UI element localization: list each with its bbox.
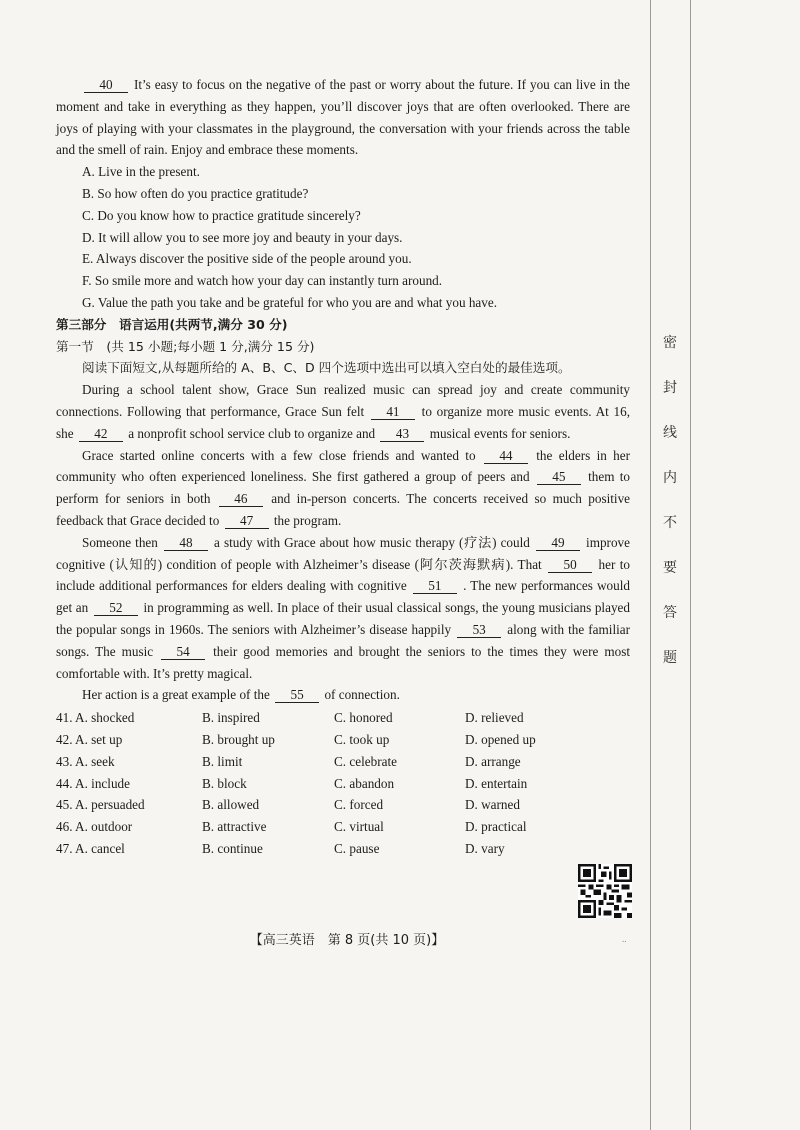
cloze-text: them to perform for seniors in both (56, 469, 631, 507)
blank-48: 48 (164, 535, 208, 551)
choice-row-47 (56, 838, 630, 860)
blank-50: 50 (548, 557, 592, 573)
cloze-text: along with the familiar songs. The music (56, 621, 631, 659)
choice-a: 47. A. cancel (56, 840, 125, 856)
choice-c: C. forced (334, 797, 384, 813)
blank-49: 49 (536, 535, 580, 551)
choice-d: D. relieved (465, 710, 524, 726)
binding-char: 答 (663, 605, 677, 621)
section-heading: 第三部分 语言运用(共两节,满分 30 分) (56, 316, 288, 332)
stray-marks: .. (622, 934, 627, 944)
option-g: G. Value the path you take and be grateful for who you are and what you have. (82, 294, 498, 310)
choice-row-46 (56, 816, 630, 838)
cloze-text: in programming as well. In place of their usual classical songs, the young musicians played the popular songs in 1960s. The seniors with Alzheimer’s disease happily (56, 600, 630, 637)
blank-43: 43 (380, 426, 424, 442)
choice-b: B. continue (202, 840, 263, 856)
cloze-text: their good memories and brought the seniors to the times they were most comfortable with. It’s pretty magical. (56, 643, 631, 681)
binding-char: 线 (663, 425, 677, 441)
cloze-text: Grace started online concerts with a few close friends and wanted to (82, 447, 476, 463)
choice-a: 43. A. seek (56, 753, 115, 769)
choice-d: D. arrange (465, 753, 521, 769)
choice-b: B. allowed (202, 797, 260, 813)
page-footer: 【高三英语 第 8 页(共 10 页)】 (249, 933, 445, 948)
binding-char: 题 (663, 650, 677, 666)
cloze-text: During a school talent show, Grace Sun realized music can spread joy and create community connections. Following that performance, Grace Sun felt (56, 382, 630, 419)
choice-a: 42. A. set up (56, 731, 123, 747)
passage-final-paragraph (56, 74, 630, 161)
cloze-paragraph (56, 532, 630, 685)
choice-table (56, 707, 630, 860)
cloze-text: the program. (273, 512, 342, 528)
choice-b: B. brought up (202, 731, 275, 747)
choice-a: 45. A. persuaded (56, 797, 145, 813)
choice-d: D. opened up (465, 731, 536, 747)
cloze-text: her to include additional performances for elders dealing with cognitive (56, 556, 630, 594)
blank-55: 55 (275, 687, 319, 703)
option-f: F. So smile more and watch how your day can instantly turn around. (82, 273, 443, 289)
blank-46: 46 (219, 491, 263, 507)
blank-41: 41 (371, 404, 415, 420)
choice-a: 41. A. shocked (56, 710, 135, 726)
blank-44: 44 (484, 448, 528, 464)
blank-54: 54 (161, 644, 205, 660)
blank-42: 42 (79, 426, 123, 442)
qr-code-icon (578, 864, 632, 918)
binding-char: 内 (663, 470, 677, 486)
binding-line-right (690, 0, 691, 1130)
blank-51: 51 (413, 578, 457, 594)
blank-45: 45 (537, 469, 581, 485)
choice-c: C. pause (334, 840, 380, 856)
choice-a: 44. A. include (56, 775, 130, 791)
binding-char: 要 (663, 560, 677, 576)
choice-c: C. virtual (334, 819, 384, 835)
binding-char: 不 (663, 515, 677, 531)
cloze-paragraph (56, 684, 630, 706)
binding-line-left (650, 0, 651, 1130)
binding-margin-notice (656, 332, 684, 692)
choice-d: D. practical (465, 819, 527, 835)
cloze-text: the elders in her community who often experienced loneliness. She first gathered a group of peers and (56, 447, 631, 485)
cloze-passage (56, 379, 630, 706)
cloze-text: . The new performances would get an (56, 578, 631, 616)
option-b: B. So how often do you practice gratitude? (82, 185, 309, 201)
blank-40: 40 (84, 77, 128, 93)
choice-row-44 (56, 773, 630, 795)
choice-c: C. celebrate (334, 753, 397, 769)
choice-d: D. entertain (465, 775, 528, 791)
cloze-text: a study with Grace about how music therapy (疗法) could (214, 534, 530, 550)
choice-b: B. attractive (202, 819, 267, 835)
choice-c: C. honored (334, 710, 393, 726)
cloze-text: Someone then (82, 534, 158, 550)
cloze-paragraph (56, 445, 630, 532)
choice-d: D. vary (465, 840, 505, 856)
cloze-text: to organize more music events. At 16, she (56, 403, 630, 441)
choice-row-43 (56, 751, 630, 773)
choice-b: B. limit (202, 753, 243, 769)
binding-char: 封 (663, 380, 677, 396)
section-instruction: 阅读下面短文,从每题所给的 A、B、C、D 四个选项中选出可以填入空白处的最佳选项。 (82, 360, 571, 376)
option-a: A. Live in the present. (82, 164, 200, 180)
choice-row-41 (56, 707, 630, 729)
seven-choice-options (56, 161, 630, 314)
blank-47: 47 (225, 513, 269, 529)
option-e: E. Always discover the positive side of the people around you. (82, 251, 412, 267)
choice-c: C. abandon (334, 775, 395, 791)
cloze-paragraph (56, 379, 630, 444)
cloze-text: a nonprofit school service club to organize and (128, 425, 376, 441)
cloze-text: of connection. (324, 687, 400, 703)
cloze-text: and in-person concerts. The concerts received so much positive feedback that Grace decided to (56, 491, 631, 528)
choice-a: 46. A. outdoor (56, 819, 133, 835)
page-content (56, 74, 630, 860)
option-c: C. Do you know how to practice gratitude sincerely? (82, 207, 361, 223)
choice-b: B. inspired (202, 710, 260, 726)
option-d: D. It will allow you to see more joy and beauty in your days. (82, 229, 403, 245)
blank-52: 52 (94, 600, 138, 616)
section-subheading: 第一节 (共 15 小题;每小题 1 分,满分 15 分) (56, 338, 315, 354)
choice-b: B. block (202, 775, 247, 791)
binding-char: 密 (663, 335, 677, 351)
paragraph-text: It’s easy to focus on the negative of the past or worry about the future. If you can live in the moment and take in everything as they happen, you’ll discover joys that are often overlooked. There are joys of playing with your classmates in the playground, the conversation with your friends across the table and the smell of rain. Enjoy and embrace these moments. (56, 77, 631, 158)
cloze-text: musical events for seniors. (429, 425, 571, 441)
cloze-text: Her action is a great example of the (82, 687, 270, 703)
blank-53: 53 (457, 622, 501, 638)
cloze-text: improve cognitive (认知的) condition of people with Alzheimer’s disease (阿尔茨海默病). That (56, 534, 630, 572)
choice-row-42 (56, 729, 630, 751)
choice-d: D. warned (465, 797, 520, 813)
choice-c: C. took up (334, 731, 390, 747)
choice-row-45 (56, 794, 630, 816)
